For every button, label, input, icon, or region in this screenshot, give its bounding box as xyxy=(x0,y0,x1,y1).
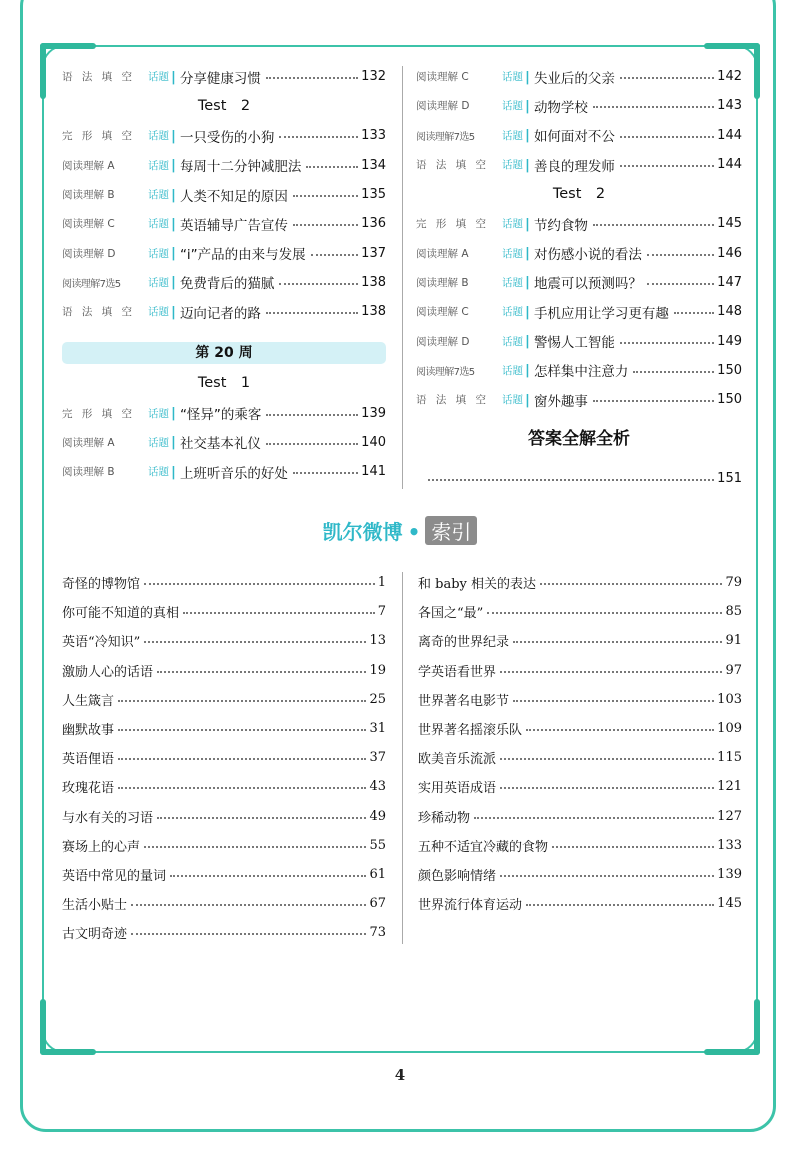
index-title: 奇怪的博物馆 xyxy=(62,577,141,593)
index-title: 世界著名摇滚乐队 xyxy=(418,723,523,739)
index-title: 颜色影响情绪 xyxy=(418,868,497,884)
toc-entry[interactable] xyxy=(416,209,742,238)
entry-category: 完 形 填 空 xyxy=(416,218,490,231)
entry-page: 148 xyxy=(717,304,742,320)
weibo-index-tag: 索引 xyxy=(425,516,477,545)
leader-dots xyxy=(474,817,714,819)
weibo-title-dot: • xyxy=(407,520,421,544)
leader-dots xyxy=(428,479,714,481)
topic-separator: | xyxy=(525,97,530,114)
leader-dots xyxy=(144,583,375,585)
entry-category: 阅读理解 D xyxy=(416,335,470,348)
topic-separator: | xyxy=(525,391,530,408)
topic-separator: | xyxy=(171,68,176,85)
toc-entry[interactable] xyxy=(416,238,742,267)
index-page: 109 xyxy=(717,721,742,737)
entry-title: 地震可以预测吗？ xyxy=(533,276,642,293)
entry-category: 完 形 填 空 xyxy=(62,407,136,420)
index-page: 121 xyxy=(717,779,742,795)
entry-topic-label: 话题 xyxy=(502,335,523,348)
leader-dots xyxy=(306,166,358,168)
index-page: 61 xyxy=(369,866,386,882)
index-title: 离奇的世界纪录 xyxy=(418,635,510,651)
entry-category: 语 法 填 空 xyxy=(62,306,136,319)
leader-dots xyxy=(500,875,714,877)
entry-topic-label: 话题 xyxy=(148,130,169,143)
entry-category: 阅读理解 B xyxy=(416,276,469,289)
entry-title: 手机应用让学习更有趣 xyxy=(533,305,669,322)
index-title: 和 baby 相关的表达 xyxy=(418,577,537,593)
entry-category: 阅读理解7选5 xyxy=(62,278,121,290)
index-page: 127 xyxy=(717,808,742,824)
week-20-banner: 第 20 周 xyxy=(62,342,386,364)
index-entry[interactable] xyxy=(62,656,386,685)
entry-page: 141 xyxy=(361,464,386,480)
toc-entry[interactable] xyxy=(416,150,742,179)
toc-entry[interactable] xyxy=(416,356,742,385)
toc-entry[interactable] xyxy=(416,326,742,355)
topic-separator: | xyxy=(525,303,530,320)
index-title: 学英语看世界 xyxy=(418,664,497,680)
weibo-index-right-column xyxy=(418,568,742,918)
entry-page: 140 xyxy=(361,434,386,450)
page-number: 4 xyxy=(394,1066,406,1084)
leader-dots xyxy=(593,400,714,402)
weibo-title-main: 凯尔微博 xyxy=(322,520,403,544)
leader-dots xyxy=(500,758,714,760)
index-page: 43 xyxy=(369,779,386,795)
leader-dots xyxy=(647,254,714,256)
entry-category: 语 法 填 空 xyxy=(416,394,490,407)
topic-separator: | xyxy=(525,333,530,350)
toc-entry[interactable] xyxy=(62,209,386,238)
leader-dots xyxy=(118,758,366,760)
topic-separator: | xyxy=(525,127,530,144)
entry-category: 阅读理解 C xyxy=(416,306,469,319)
entry-title: 善良的理发师 xyxy=(533,158,615,175)
entry-category: 阅读理解 C xyxy=(416,71,469,84)
toc-entry[interactable] xyxy=(62,121,386,150)
entry-category: 阅读理解 D xyxy=(416,100,470,113)
leader-dots xyxy=(144,641,366,643)
entry-category: 阅读理解 A xyxy=(62,436,115,449)
test1-heading-left: Test 1 xyxy=(197,375,251,392)
toc-entry[interactable] xyxy=(62,297,386,326)
entry-page: 138 xyxy=(361,274,386,290)
entry-category: 语 法 填 空 xyxy=(416,159,490,172)
entry-category: 阅读理解7选5 xyxy=(416,131,475,143)
entry-page: 138 xyxy=(361,304,386,320)
leader-dots xyxy=(526,729,714,731)
toc-entry[interactable] xyxy=(62,180,386,209)
leader-dots xyxy=(513,700,714,702)
entry-title: 迈向记者的路 xyxy=(179,305,261,322)
index-entry[interactable] xyxy=(418,772,742,801)
leader-dots xyxy=(311,254,358,256)
topic-separator: | xyxy=(171,245,176,262)
entry-topic-label: 话题 xyxy=(502,129,523,142)
leader-dots xyxy=(266,443,358,445)
leader-dots xyxy=(674,312,714,314)
entry-title: 对伤感小说的看法 xyxy=(533,247,642,264)
topic-separator: | xyxy=(171,405,176,422)
index-title: 古文明奇迹 xyxy=(62,927,128,943)
leader-dots xyxy=(170,875,366,877)
leader-dots xyxy=(293,195,358,197)
entry-category: 阅读理解7选5 xyxy=(416,366,475,378)
index-entry[interactable] xyxy=(62,860,386,889)
corner-bracket-bottom-right xyxy=(704,1049,760,1055)
index-entry[interactable] xyxy=(418,626,742,655)
index-entry[interactable] xyxy=(418,714,742,743)
topic-separator: | xyxy=(171,157,176,174)
entry-category: 阅读理解 C xyxy=(62,218,115,231)
index-entry[interactable] xyxy=(62,918,386,947)
leader-dots xyxy=(620,136,714,138)
entry-topic-label: 话题 xyxy=(502,247,523,260)
entry-topic-label: 话题 xyxy=(502,218,523,231)
toc-column-divider xyxy=(402,66,403,489)
entry-title: 如何面对不公 xyxy=(533,129,615,146)
test2-heading-right: Test 2 xyxy=(552,186,606,203)
entry-title: 免费背后的猫腻 xyxy=(179,276,275,293)
entry-page: 135 xyxy=(361,187,386,203)
entry-topic-label: 话题 xyxy=(502,100,523,113)
entry-topic-label: 话题 xyxy=(148,71,169,84)
entry-title: 上班听音乐的好处 xyxy=(179,465,288,482)
corner-bracket-top-left-vertical xyxy=(40,43,46,99)
index-page: 31 xyxy=(369,721,386,737)
leader-dots xyxy=(500,787,714,789)
index-title: 珍稀动物 xyxy=(418,810,471,826)
weibo-index-title xyxy=(0,516,800,545)
index-page: 145 xyxy=(717,896,742,912)
entry-page: 132 xyxy=(361,69,386,85)
entry-topic-label: 话题 xyxy=(502,276,523,289)
corner-bracket-top-left xyxy=(40,43,96,49)
topic-separator: | xyxy=(171,215,176,232)
entry-page: 149 xyxy=(717,333,742,349)
entry-page: 137 xyxy=(361,245,386,261)
topic-separator: | xyxy=(171,186,176,203)
leader-dots xyxy=(118,700,366,702)
index-page: 97 xyxy=(725,662,742,678)
toc-entry[interactable] xyxy=(62,62,386,91)
corner-bracket-bottom-right-vertical xyxy=(754,999,760,1055)
index-title: 世界流行体育运动 xyxy=(418,898,523,914)
entry-category: 阅读理解 B xyxy=(62,466,115,479)
toc-entry[interactable] xyxy=(416,121,742,150)
index-page: 139 xyxy=(717,866,742,882)
index-page: 73 xyxy=(369,925,386,941)
index-entry[interactable] xyxy=(62,831,386,860)
leader-dots xyxy=(647,283,714,285)
toc-right-column xyxy=(416,62,742,494)
topic-separator: | xyxy=(171,463,176,480)
entry-topic-label: 话题 xyxy=(148,436,169,449)
entry-title: 窗外趣事 xyxy=(533,393,588,410)
index-page: 49 xyxy=(369,808,386,824)
entry-page: 133 xyxy=(361,128,386,144)
toc-entry[interactable] xyxy=(416,297,742,326)
index-title: 英语“冷知识” xyxy=(62,635,141,651)
index-entry[interactable] xyxy=(418,597,742,626)
index-title: 五种不适宜冷藏的食物 xyxy=(418,839,549,855)
test2-heading-left: Test 2 xyxy=(197,98,251,115)
leader-dots xyxy=(552,846,714,848)
topic-separator: | xyxy=(525,362,530,379)
entry-topic-label: 话题 xyxy=(148,407,169,420)
index-entry[interactable] xyxy=(418,656,742,685)
leader-dots xyxy=(266,312,358,314)
entry-page: 144 xyxy=(717,127,742,143)
leader-dots xyxy=(593,106,714,108)
entry-title: 一只受伤的小狗 xyxy=(179,129,275,146)
entry-page: 136 xyxy=(361,216,386,232)
index-title: 英语中常见的量词 xyxy=(62,868,167,884)
leader-dots xyxy=(131,933,366,935)
index-entry[interactable] xyxy=(62,889,386,918)
leader-dots xyxy=(157,671,366,673)
index-title: 与水有关的习语 xyxy=(62,810,154,826)
topic-separator: | xyxy=(171,303,176,320)
corner-bracket-bottom-left xyxy=(40,1049,96,1055)
entry-topic-label: 话题 xyxy=(148,218,169,231)
toc-entry[interactable] xyxy=(62,398,386,427)
index-title: 世界著名电影节 xyxy=(418,693,510,709)
leader-dots xyxy=(144,846,366,848)
entry-title: 失业后的父亲 xyxy=(533,70,615,87)
index-title: 各国之“最” xyxy=(418,606,484,622)
index-entry[interactable] xyxy=(418,568,742,597)
entry-page: 147 xyxy=(717,274,742,290)
leader-dots xyxy=(633,371,714,373)
entry-page: 150 xyxy=(717,392,742,408)
index-entry[interactable] xyxy=(418,743,742,772)
entry-topic-label: 话题 xyxy=(148,466,169,479)
index-entry[interactable] xyxy=(62,802,386,831)
index-entry[interactable] xyxy=(62,597,386,626)
entry-category: 完 形 填 空 xyxy=(62,130,136,143)
answers-section-title: 答案全解全析 xyxy=(528,429,630,450)
answers-entry[interactable] xyxy=(416,464,742,493)
entry-title: 动物学校 xyxy=(533,99,588,116)
entry-topic-label: 话题 xyxy=(502,71,523,84)
topic-separator: | xyxy=(525,245,530,262)
toc-left-top-group xyxy=(62,62,386,91)
leader-dots xyxy=(513,641,722,643)
entry-topic-label: 话题 xyxy=(502,306,523,319)
leader-dots xyxy=(131,904,366,906)
corner-bracket-top-right xyxy=(704,43,760,49)
entry-topic-label: 话题 xyxy=(502,394,523,407)
leader-dots xyxy=(293,224,358,226)
index-entry[interactable] xyxy=(62,743,386,772)
leader-dots xyxy=(183,612,375,614)
index-page: 133 xyxy=(717,837,742,853)
index-title: 你可能不知道的真相 xyxy=(62,606,180,622)
index-title: 生活小贴士 xyxy=(62,898,128,914)
index-entry[interactable] xyxy=(62,685,386,714)
entry-title: 每周十二分钟减肥法 xyxy=(179,159,302,176)
entry-title: 人类不知足的原因 xyxy=(179,188,288,205)
leader-dots xyxy=(500,671,722,673)
toc-entry[interactable] xyxy=(416,91,742,120)
entry-page: 143 xyxy=(717,98,742,114)
index-page: 115 xyxy=(717,750,742,766)
index-page: 37 xyxy=(369,750,386,766)
entry-category: 阅读理解 A xyxy=(62,159,115,172)
index-page: 103 xyxy=(717,691,742,707)
index-title: 人生箴言 xyxy=(62,693,115,709)
entry-topic-label: 话题 xyxy=(502,159,523,172)
index-page: 55 xyxy=(369,837,386,853)
entry-title: 分享健康习惯 xyxy=(179,70,261,87)
leader-dots xyxy=(620,77,714,79)
index-title: 实用英语成语 xyxy=(418,781,497,797)
topic-separator: | xyxy=(525,68,530,85)
topic-separator: | xyxy=(525,156,530,173)
answers-page: 151 xyxy=(717,471,742,487)
leader-dots xyxy=(487,612,722,614)
toc-left-test1-group xyxy=(62,398,386,486)
toc-entry[interactable] xyxy=(62,457,386,486)
entry-title: “怪异”的乘客 xyxy=(179,407,262,424)
leader-dots xyxy=(620,165,714,167)
entry-category: 阅读理解 A xyxy=(416,247,469,260)
toc-right-top-group xyxy=(416,62,742,179)
entry-topic-label: 话题 xyxy=(148,159,169,172)
toc-entry[interactable] xyxy=(416,385,742,414)
entry-category: 语 法 填 空 xyxy=(62,71,136,84)
index-entry[interactable] xyxy=(418,831,742,860)
toc-entry[interactable] xyxy=(62,428,386,457)
entry-category: 阅读理解 D xyxy=(62,247,116,260)
topic-separator: | xyxy=(525,215,530,232)
toc-left-column xyxy=(62,62,386,486)
index-title: 英语俚语 xyxy=(62,752,115,768)
toc-right-test2-group xyxy=(416,209,742,414)
index-page: 1 xyxy=(377,575,386,591)
leader-dots xyxy=(279,136,358,138)
index-entry[interactable] xyxy=(62,626,386,655)
entry-title: 社交基本礼仪 xyxy=(179,436,261,453)
entry-topic-label: 话题 xyxy=(148,276,169,289)
index-page: 85 xyxy=(725,604,742,620)
entry-title: 怎样集中注意力 xyxy=(533,364,629,381)
leader-dots xyxy=(540,583,722,585)
entry-title: 英语辅导广告宣传 xyxy=(179,217,288,234)
leader-dots xyxy=(266,414,358,416)
index-entry[interactable] xyxy=(62,568,386,597)
toc-entry[interactable] xyxy=(62,151,386,180)
entry-page: 145 xyxy=(717,216,742,232)
leader-dots xyxy=(279,283,358,285)
toc-entry[interactable] xyxy=(416,62,742,91)
index-entry[interactable] xyxy=(418,685,742,714)
leader-dots xyxy=(157,817,366,819)
topic-separator: | xyxy=(171,274,176,291)
index-entry[interactable] xyxy=(62,714,386,743)
index-title: 幽默故事 xyxy=(62,723,115,739)
entry-topic-label: 话题 xyxy=(148,306,169,319)
toc-entry[interactable] xyxy=(62,268,386,297)
index-page: 91 xyxy=(725,633,742,649)
entry-title: 警惕人工智能 xyxy=(533,335,615,352)
entry-page: 146 xyxy=(717,245,742,261)
index-title: 赛场上的心声 xyxy=(62,839,141,855)
index-title: 激励人心的话语 xyxy=(62,664,154,680)
leader-dots xyxy=(593,224,714,226)
weibo-index-divider xyxy=(402,572,403,944)
index-page: 67 xyxy=(369,896,386,912)
leader-dots xyxy=(118,787,366,789)
index-page: 19 xyxy=(369,662,386,678)
entry-title: 节约食物 xyxy=(533,217,588,234)
topic-separator: | xyxy=(171,127,176,144)
index-entry[interactable] xyxy=(418,889,742,918)
leader-dots xyxy=(526,904,714,906)
entry-page: 150 xyxy=(717,362,742,378)
toc-left-test2-group xyxy=(62,121,386,326)
entry-topic-label: 话题 xyxy=(148,247,169,260)
index-title: 玫瑰花语 xyxy=(62,781,115,797)
topic-separator: | xyxy=(525,274,530,291)
entry-topic-label: 话题 xyxy=(502,364,523,377)
index-page: 13 xyxy=(369,633,386,649)
entry-category: 阅读理解 B xyxy=(62,189,115,202)
leader-dots xyxy=(620,342,714,344)
leader-dots xyxy=(293,472,358,474)
entry-page: 142 xyxy=(717,69,742,85)
index-page: 79 xyxy=(725,575,742,591)
corner-bracket-top-right-vertical xyxy=(754,43,760,99)
leader-dots xyxy=(118,729,366,731)
entry-topic-label: 话题 xyxy=(148,189,169,202)
leader-dots xyxy=(266,77,358,79)
entry-page: 144 xyxy=(717,157,742,173)
entry-page: 134 xyxy=(361,157,386,173)
index-page: 25 xyxy=(369,691,386,707)
toc-entry[interactable] xyxy=(62,238,386,267)
entry-title: “i”产品的由来与发展 xyxy=(179,247,306,264)
entry-page: 139 xyxy=(361,405,386,421)
index-entry[interactable] xyxy=(62,772,386,801)
weibo-index-left-column xyxy=(62,568,386,947)
corner-bracket-bottom-left-vertical xyxy=(40,999,46,1055)
topic-separator: | xyxy=(171,434,176,451)
index-entry[interactable] xyxy=(418,860,742,889)
index-entry[interactable] xyxy=(418,802,742,831)
toc-entry[interactable] xyxy=(416,268,742,297)
index-title: 欧美音乐流派 xyxy=(418,752,497,768)
index-page: 7 xyxy=(377,604,386,620)
